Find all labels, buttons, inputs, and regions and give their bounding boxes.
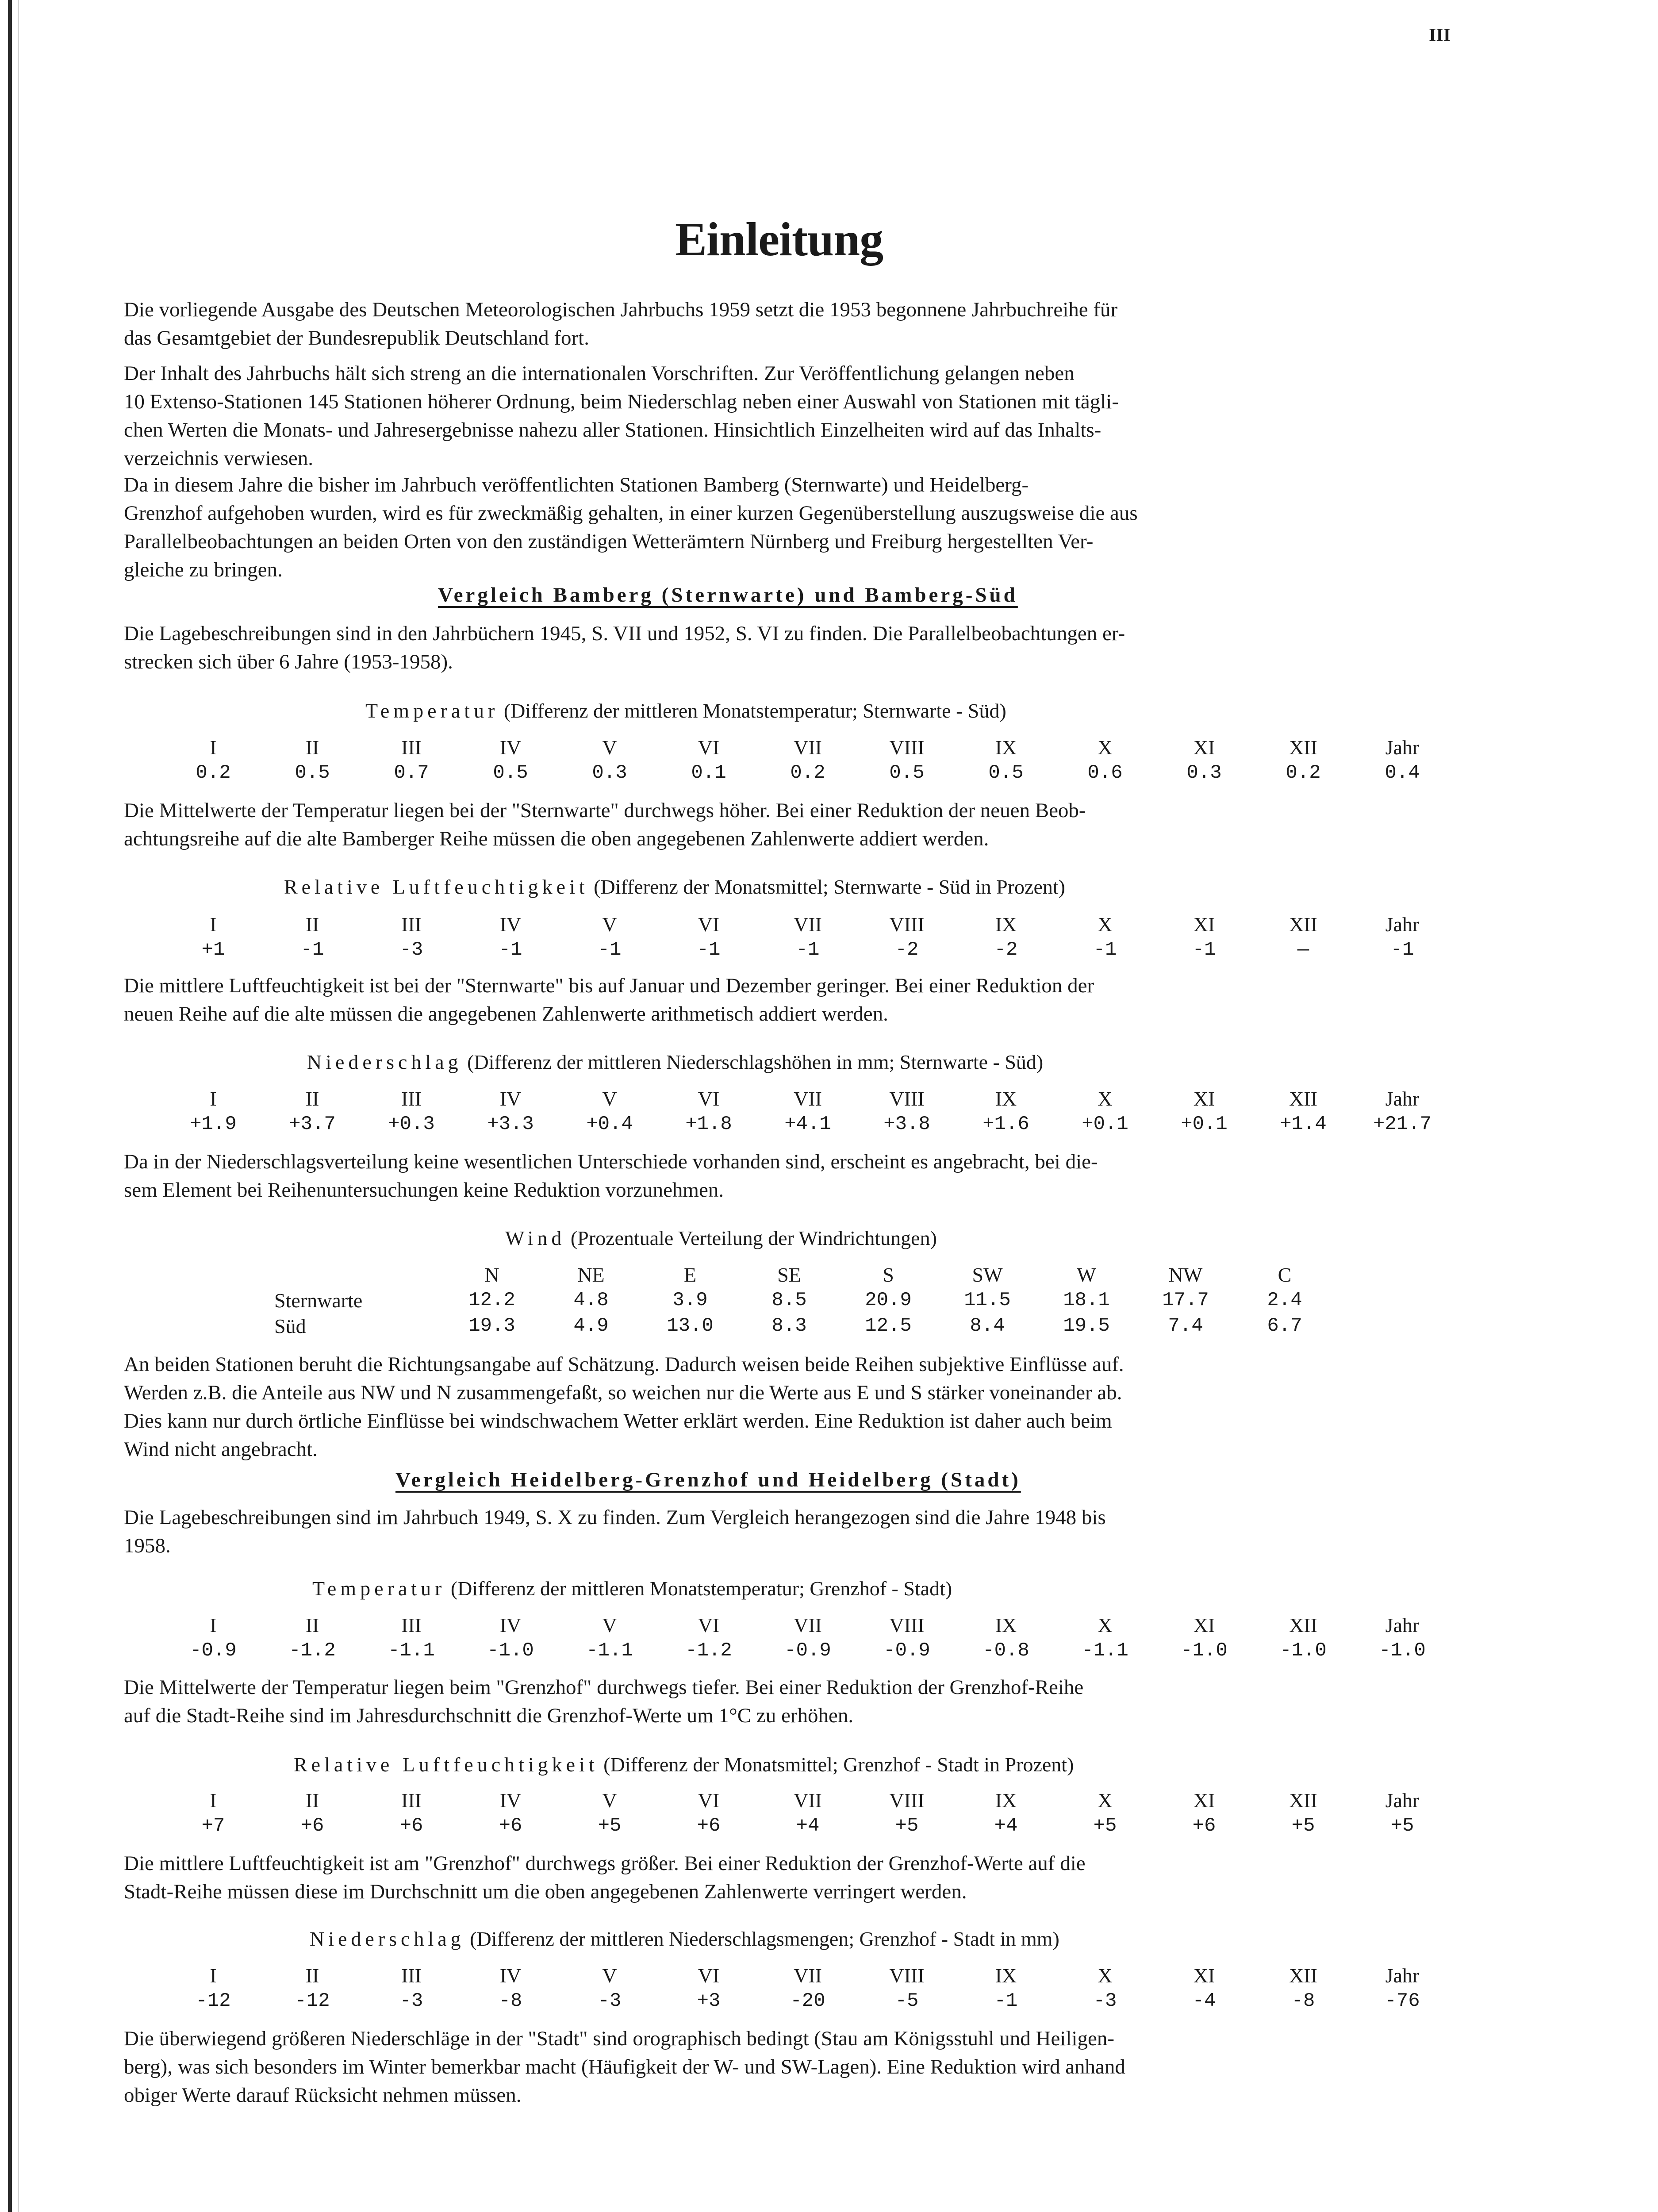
table-humidity-bamberg: [164, 911, 1452, 963]
month-header: VII: [794, 1789, 822, 1812]
value-cell: -1.0: [1280, 1640, 1327, 1662]
text-line: Die Lagebeschreibungen sind im Jahrbuch 1949, S. X zu finden. Zum Vergleich herangezogen sind die Jahre 1948 bis: [124, 1506, 1106, 1529]
month-header: I: [210, 736, 217, 759]
text-line: Die vorliegende Ausgabe des Deutschen Meteorologischen Jahrbuchs 1959 setzt die 1953 begonnene Jahrbuchreihe für: [124, 298, 1118, 321]
values-row: [164, 1638, 1452, 1663]
month-header: Jahr: [1385, 1613, 1420, 1636]
text-line: gleiche zu bringen.: [124, 558, 283, 581]
value-cell: 11.5: [964, 1289, 1011, 1311]
direction-header: S: [883, 1263, 894, 1286]
value-cell: 0.6: [1087, 762, 1123, 784]
value-cell: 0.1: [691, 762, 726, 784]
value-cell: +5: [1291, 1815, 1315, 1837]
value-cell: 0.2: [1286, 762, 1321, 784]
month-header: VII: [794, 913, 822, 936]
value-cell: -1: [1093, 939, 1117, 961]
intro-paragraph-2: [124, 359, 1469, 472]
text-line: 1958.: [124, 1534, 171, 1557]
text-line: sem Element bei Reihenuntersuchungen keine Reduktion vorzunehmen.: [124, 1179, 724, 1202]
month-header: IV: [499, 1964, 522, 1987]
intro-paragraph-3: [124, 471, 1469, 584]
value-cell: -0.9: [784, 1640, 831, 1662]
value-cell: -1.2: [685, 1640, 732, 1662]
text-line: Da in der Niederschlagsverteilung keine wesentlichen Unterschiede vorhanden sind, erscheint es angebracht, bei die-: [124, 1150, 1098, 1173]
month-header: III: [401, 913, 422, 936]
value-cell: 8.3: [771, 1315, 807, 1337]
values-row: [164, 1111, 1452, 1137]
direction-header: SW: [972, 1263, 1003, 1286]
month-header: I: [210, 913, 217, 936]
value-cell: +0.4: [586, 1113, 633, 1135]
scan-edge: [8, 0, 12, 2212]
month-header: II: [305, 1613, 319, 1636]
value-cell: -2: [994, 939, 1018, 961]
month-header-row: [164, 1086, 1452, 1111]
value-cell: -2: [895, 939, 919, 961]
month-header: II: [305, 1789, 319, 1812]
direction-header: C: [1278, 1263, 1292, 1286]
month-header: XII: [1289, 736, 1317, 759]
month-header: VI: [698, 913, 720, 936]
value-cell: 0.5: [493, 762, 528, 784]
text-line: verzeichnis verwiesen.: [124, 447, 314, 470]
text-line: Stadt-Reihe müssen diese im Durchschnitt um die oben angegebenen Zahlenwerte verringert werden.: [124, 1880, 967, 1903]
value-cell: 20.9: [865, 1289, 912, 1311]
section-heading-heidelberg: Vergleich Heidelberg-Grenzhof und Heidelberg (Stadt): [395, 1468, 1021, 1491]
month-header: VII: [794, 736, 822, 759]
text-line: berg), was sich besonders im Winter bemerkbar macht (Häufigkeit der W- und SW-Lagen). Eine Reduktion wird anhand: [124, 2055, 1125, 2078]
subheading-humidity-bamberg: Relative Luftfeuchtigkeit (Differenz der Monatsmittel; Sternwarte - Süd in Prozent): [284, 876, 1065, 898]
direction-header: NW: [1168, 1263, 1203, 1286]
month-header: VI: [698, 1964, 720, 1987]
text-line: Wind nicht angebracht.: [124, 1438, 318, 1461]
month-header: XII: [1289, 1613, 1317, 1636]
value-cell: +0.3: [388, 1113, 435, 1135]
month-header: IV: [499, 1789, 522, 1812]
value-cell: +5: [1390, 1815, 1414, 1837]
month-header-row: [164, 734, 1452, 760]
value-cell: -20: [790, 1990, 825, 2012]
month-header: VI: [698, 736, 720, 759]
value-cell: -1.2: [289, 1640, 336, 1662]
month-header: X: [1098, 1613, 1113, 1636]
note-temperature-bamberg: [124, 796, 1469, 853]
text-line: strecken sich über 6 Jahre (1953-1958).: [124, 650, 453, 673]
table-precipitation-bamberg: [164, 1086, 1452, 1137]
text-line: Werden z.B. die Anteile aus NW und N zusammengefaßt, so weichen nur die Werte aus E und S stärker voneinander ab.: [124, 1381, 1122, 1404]
month-header: XI: [1193, 1613, 1215, 1636]
month-header-row: [164, 1612, 1452, 1638]
values-row: [164, 937, 1452, 963]
month-header: II: [305, 1087, 319, 1110]
subheading-precipitation-heidelberg: Niederschlag (Differenz der mittleren Niederschlagsmengen; Grenzhof - Stadt in mm): [310, 1928, 1059, 1950]
month-header: III: [401, 736, 422, 759]
month-header: X: [1098, 736, 1113, 759]
value-cell: +5: [895, 1815, 919, 1837]
text-line: Der Inhalt des Jahrbuchs hält sich streng an die internationalen Vorschriften. Zur Veröffentlichung gelangen neben: [124, 362, 1075, 385]
value-cell: 19.3: [468, 1315, 515, 1337]
value-cell: 0.5: [889, 762, 925, 784]
note-humidity-bamberg: [124, 972, 1469, 1028]
month-header: VII: [794, 1087, 822, 1110]
value-cell: 8.4: [970, 1315, 1005, 1337]
empty-cell: [274, 1262, 442, 1287]
value-cell: —: [1297, 939, 1309, 961]
month-header: VIII: [889, 1789, 925, 1812]
values-row: [164, 1988, 1452, 2014]
section2-intro: [124, 1503, 1469, 1560]
direction-header: N: [484, 1263, 499, 1286]
values-row: [164, 1813, 1452, 1839]
value-cell: -3: [598, 1990, 622, 2012]
text-line: Die mittlere Luftfeuchtigkeit ist am "Grenzhof" durchwegs größer. Bei einer Reduktion der Grenzhof-Werte auf die: [124, 1852, 1086, 1875]
month-header: XI: [1193, 913, 1215, 936]
value-cell: +0.1: [1082, 1113, 1128, 1135]
value-cell: +5: [598, 1815, 622, 1837]
month-header: IV: [499, 1613, 522, 1636]
value-cell: 17.7: [1162, 1289, 1209, 1311]
month-header: III: [401, 1789, 422, 1812]
value-cell: -1.1: [1082, 1640, 1128, 1662]
value-cell: +6: [499, 1815, 522, 1837]
month-header: VI: [698, 1087, 720, 1110]
value-cell: -5: [895, 1990, 919, 2012]
value-cell: -8: [1291, 1990, 1315, 2012]
month-header: IX: [995, 1964, 1017, 1987]
value-cell: -0.9: [883, 1640, 930, 1662]
month-header: I: [210, 1087, 217, 1110]
value-cell: 13.0: [667, 1315, 714, 1337]
value-cell: -4: [1192, 1990, 1216, 2012]
value-cell: 0.7: [394, 762, 429, 784]
month-header: V: [602, 736, 617, 759]
wind-row-sternwarte: [274, 1287, 1334, 1313]
month-header: Jahr: [1385, 913, 1420, 936]
value-cell: +4.1: [784, 1113, 831, 1135]
value-cell: +7: [201, 1815, 225, 1837]
value-cell: +6: [399, 1815, 423, 1837]
note-temperature-heidelberg: [124, 1673, 1469, 1730]
month-header: III: [401, 1613, 422, 1636]
table-temperature-bamberg: [164, 734, 1452, 786]
month-header: XII: [1289, 1789, 1317, 1812]
station-label: Sternwarte: [274, 1289, 363, 1312]
value-cell: 6.7: [1267, 1315, 1302, 1337]
note-precipitation-heidelberg: [124, 2024, 1469, 2109]
page-title: Einleitung: [675, 213, 883, 266]
note-precipitation-bamberg: [124, 1148, 1469, 1204]
value-cell: +1: [201, 939, 225, 961]
month-header: VII: [794, 1964, 822, 1987]
value-cell: -3: [399, 939, 423, 961]
value-cell: 0.5: [295, 762, 330, 784]
value-cell: +3.3: [487, 1113, 534, 1135]
month-header: II: [305, 1964, 319, 1987]
text-line: achtungsreihe auf die alte Bamberger Reihe müssen die oben angegebenen Zahlenwerte addiert werden.: [124, 827, 989, 850]
month-header: I: [210, 1789, 217, 1812]
month-header: IX: [995, 1087, 1017, 1110]
value-cell: 0.2: [790, 762, 825, 784]
value-cell: -1.1: [586, 1640, 633, 1662]
month-header: XI: [1193, 1087, 1215, 1110]
month-header: V: [602, 1789, 617, 1812]
value-cell: 0.4: [1385, 762, 1420, 784]
table-wind-bamberg: [274, 1262, 1334, 1339]
value-cell: -1: [697, 939, 721, 961]
value-cell: -1: [499, 939, 522, 961]
subheading-temperature-bamberg: Temperatur (Differenz der mittleren Monatstemperatur; Sternwarte - Süd): [365, 699, 1006, 722]
month-header-row: [164, 1787, 1452, 1813]
station-label: Süd: [274, 1314, 306, 1337]
month-header: VIII: [889, 736, 925, 759]
value-cell: +1.4: [1280, 1113, 1327, 1135]
month-header: XII: [1289, 1087, 1317, 1110]
month-header: VIII: [889, 1087, 925, 1110]
text-line: chen Werten die Monats- und Jahresergebnisse nahezu aller Stationen. Hinsichtlich Einzelheiten wird auf das Inhalts-: [124, 419, 1101, 442]
month-header: IX: [995, 913, 1017, 936]
value-cell: 18.1: [1063, 1289, 1110, 1311]
value-cell: 12.5: [865, 1315, 912, 1337]
month-header: Jahr: [1385, 1789, 1420, 1812]
scan-edge-shadow: [18, 0, 19, 2212]
text-line: obiger Werte darauf Rücksicht nehmen müssen.: [124, 2084, 522, 2107]
value-cell: +21.7: [1373, 1113, 1432, 1135]
month-header: V: [602, 1087, 617, 1110]
month-header: Jahr: [1385, 736, 1420, 759]
value-cell: -3: [399, 1990, 423, 2012]
month-header: XII: [1289, 913, 1317, 936]
direction-header: W: [1077, 1263, 1096, 1286]
month-header: IX: [995, 1789, 1017, 1812]
month-header: IV: [499, 913, 522, 936]
value-cell: 3.9: [672, 1289, 708, 1311]
month-header: V: [602, 1613, 617, 1636]
wind-direction-row: [274, 1262, 1334, 1287]
value-cell: +3.7: [289, 1113, 336, 1135]
month-header: III: [401, 1087, 422, 1110]
month-header: X: [1098, 1964, 1113, 1987]
value-cell: 12.2: [468, 1289, 515, 1311]
subheading-humidity-heidelberg: Relative Luftfeuchtigkeit (Differenz der Monatsmittel; Grenzhof - Stadt in Prozent): [294, 1753, 1074, 1776]
month-header: VIII: [889, 913, 925, 936]
value-cell: -1.1: [388, 1640, 435, 1662]
value-cell: +1.9: [190, 1113, 237, 1135]
table-temperature-heidelberg: [164, 1612, 1452, 1663]
value-cell: 7.4: [1168, 1315, 1203, 1337]
month-header: XI: [1193, 736, 1215, 759]
month-header: VIII: [889, 1964, 925, 1987]
value-cell: -12: [196, 1990, 231, 2012]
text-line: Da in diesem Jahre die bisher im Jahrbuch veröffentlichten Stationen Bamberg (Sternwarte) und Heidelberg-: [124, 473, 1029, 496]
values-row: [164, 760, 1452, 786]
subheading-precipitation-bamberg: Niederschlag (Differenz der mittleren Niederschlagshöhen in mm; Sternwarte - Süd): [307, 1051, 1044, 1073]
value-cell: +3.8: [883, 1113, 930, 1135]
month-header: VI: [698, 1613, 720, 1636]
note-humidity-heidelberg: [124, 1849, 1469, 1906]
value-cell: -8: [499, 1990, 522, 2012]
value-cell: -1: [300, 939, 324, 961]
value-cell: -3: [1093, 1990, 1117, 2012]
month-header: Jahr: [1385, 1087, 1420, 1110]
month-header: IV: [499, 736, 522, 759]
text-line: An beiden Stationen beruht die Richtungsangabe auf Schätzung. Dadurch weisen beide Reihen subjektive Einflüsse auf.: [124, 1353, 1124, 1376]
value-cell: -1: [796, 939, 820, 961]
value-cell: -1: [1192, 939, 1216, 961]
value-cell: +4: [994, 1815, 1018, 1837]
text-line: Die Mittelwerte der Temperatur liegen bei der "Sternwarte" durchwegs höher. Bei einer Reduktion der neuen Beob-: [124, 799, 1086, 822]
value-cell: -1.0: [487, 1640, 534, 1662]
value-cell: +1.8: [685, 1113, 732, 1135]
month-header: IX: [995, 736, 1017, 759]
value-cell: 4.8: [573, 1289, 609, 1311]
month-header: II: [305, 913, 319, 936]
page-number: III: [1429, 25, 1451, 46]
value-cell: -1.0: [1181, 1640, 1228, 1662]
value-cell: +6: [1192, 1815, 1216, 1837]
text-line: Dies kann nur durch örtliche Einflüsse bei windschwachem Wetter erklärt werden. Eine Reduktion ist daher auch beim: [124, 1409, 1112, 1432]
value-cell: -1.0: [1379, 1640, 1426, 1662]
month-header: II: [305, 736, 319, 759]
note-wind-bamberg: [124, 1350, 1469, 1463]
month-header: X: [1098, 1789, 1113, 1812]
value-cell: 19.5: [1063, 1315, 1110, 1337]
wind-row-sued: [274, 1313, 1334, 1339]
text-line: Die Lagebeschreibungen sind in den Jahrbüchern 1945, S. VII und 1952, S. VI zu finden. Die Parallelbeobachtungen er-: [124, 622, 1125, 645]
text-line: neuen Reihe auf die alte müssen die angegebenen Zahlenwerte arithmetisch addiert werden.: [124, 1002, 888, 1025]
month-header: X: [1098, 913, 1113, 936]
value-cell: -76: [1385, 1990, 1420, 2012]
month-header: X: [1098, 1087, 1113, 1110]
value-cell: -1: [994, 1990, 1018, 2012]
month-header: V: [602, 1964, 617, 1987]
table-precipitation-heidelberg: [164, 1962, 1452, 2014]
value-cell: -1: [598, 939, 622, 961]
text-line: Die Mittelwerte der Temperatur liegen beim "Grenzhof" durchwegs tiefer. Bei einer Reduktion der Grenzhof-Reihe: [124, 1676, 1084, 1699]
month-header-row: [164, 1962, 1452, 1988]
text-line: 10 Extenso-Stationen 145 Stationen höherer Ordnung, beim Niederschlag neben einer Auswahl von Stationen mit tägli-: [124, 390, 1119, 413]
direction-header: NE: [577, 1263, 605, 1286]
value-cell: +0.1: [1181, 1113, 1228, 1135]
month-header: IV: [499, 1087, 522, 1110]
month-header: VI: [698, 1789, 720, 1812]
value-cell: +3: [697, 1990, 721, 2012]
month-header: VII: [794, 1613, 822, 1636]
value-cell: 2.4: [1267, 1289, 1302, 1311]
text-line: Die überwiegend größeren Niederschläge in der "Stadt" sind orographisch bedingt (Stau am Königsstuhl und Heiligen-: [124, 2027, 1114, 2050]
month-header: V: [602, 913, 617, 936]
text-line: Parallelbeobachtungen an beiden Orten von den zuständigen Wetterämtern Nürnberg und Freiburg hergestellten Ver-: [124, 530, 1094, 553]
value-cell: -0.8: [983, 1640, 1029, 1662]
intro-paragraph-1: [124, 296, 1469, 352]
table-humidity-heidelberg: [164, 1787, 1452, 1839]
value-cell: +4: [796, 1815, 820, 1837]
value-cell: +1.6: [983, 1113, 1029, 1135]
value-cell: +6: [300, 1815, 324, 1837]
month-header-row: [164, 911, 1452, 937]
month-header: VIII: [889, 1613, 925, 1636]
value-cell: +5: [1093, 1815, 1117, 1837]
value-cell: 0.3: [1186, 762, 1222, 784]
value-cell: -1: [1390, 939, 1414, 961]
month-header: Jahr: [1385, 1964, 1420, 1987]
month-header: XI: [1193, 1964, 1215, 1987]
value-cell: +6: [697, 1815, 721, 1837]
direction-header: E: [683, 1263, 697, 1286]
section1-intro: [124, 619, 1469, 676]
text-line: das Gesamtgebiet der Bundesrepublik Deutschland fort.: [124, 326, 589, 349]
subheading-temperature-heidelberg: Temperatur (Differenz der mittleren Monatstemperatur; Grenzhof - Stadt): [312, 1577, 952, 1600]
month-header: I: [210, 1964, 217, 1987]
direction-header: SE: [777, 1263, 801, 1286]
value-cell: 8.5: [771, 1289, 807, 1311]
month-header: XII: [1289, 1964, 1317, 1987]
value-cell: 4.9: [573, 1315, 609, 1337]
month-header: XI: [1193, 1789, 1215, 1812]
value-cell: 0.5: [988, 762, 1024, 784]
value-cell: -12: [295, 1990, 330, 2012]
text-line: Grenzhof aufgehoben wurden, wird es für zweckmäßig gehalten, in einer kurzen Gegenüberstellung auszugsweise die aus: [124, 502, 1138, 525]
value-cell: -0.9: [190, 1640, 237, 1662]
value-cell: 0.3: [592, 762, 627, 784]
section-heading-bamberg: Vergleich Bamberg (Sternwarte) und Bamberg-Süd: [438, 584, 1018, 607]
month-header: IX: [995, 1613, 1017, 1636]
text-line: auf die Stadt-Reihe sind im Jahresdurchschnitt die Grenzhof-Werte um 1°C zu erhöhen.: [124, 1704, 854, 1727]
value-cell: 0.2: [196, 762, 231, 784]
month-header: III: [401, 1964, 422, 1987]
subheading-wind-bamberg: Wind (Prozentuale Verteilung der Windrichtungen): [505, 1227, 937, 1249]
text-line: Die mittlere Luftfeuchtigkeit ist bei der "Sternwarte" bis auf Januar und Dezember geringer. Bei einer Reduktion der: [124, 974, 1094, 997]
month-header: I: [210, 1613, 217, 1636]
